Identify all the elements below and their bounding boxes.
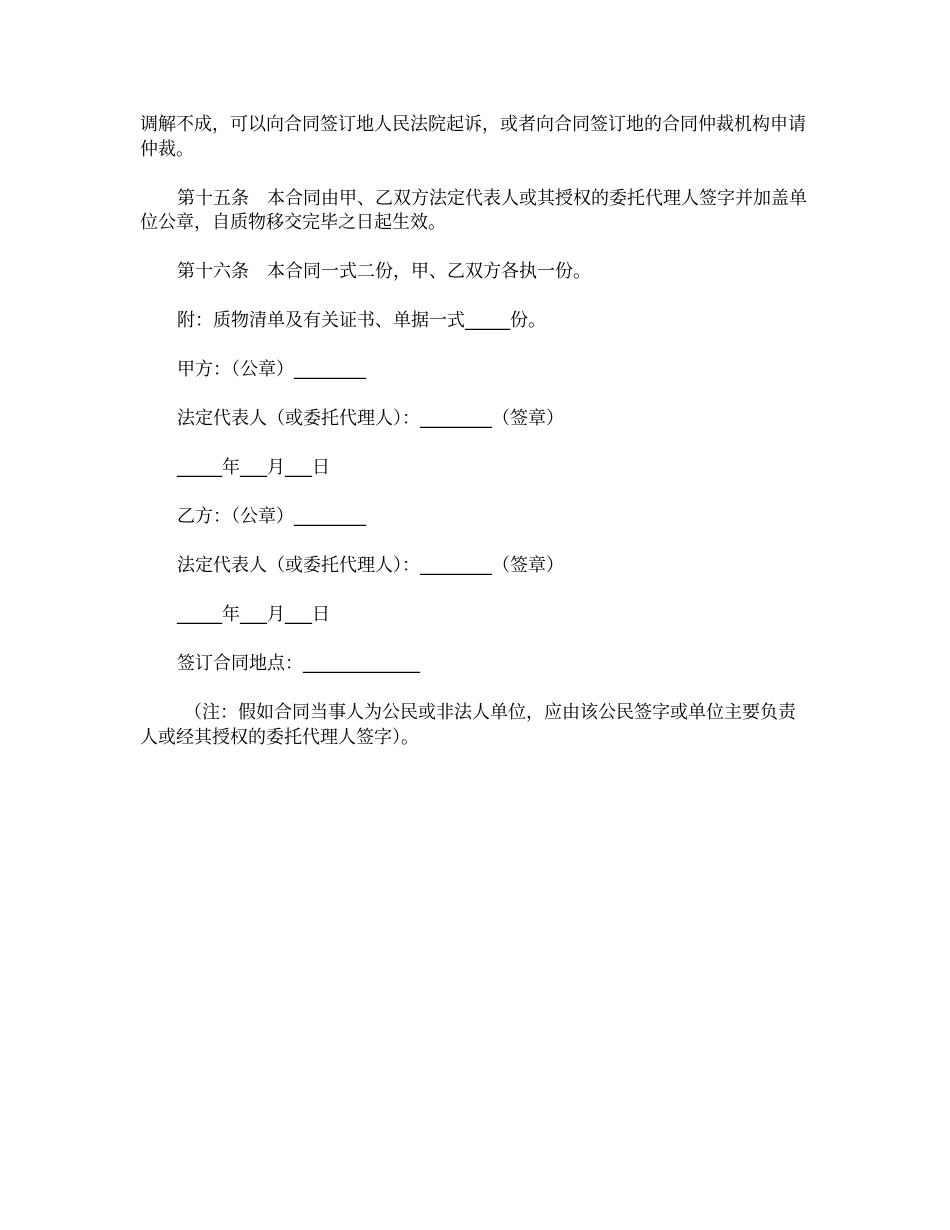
party-a-date-line: _____年___月___日	[177, 457, 330, 478]
paragraph-article-15: 第十五条 本合同由甲、乙双方法定代表人或其授权的委托代理人签字并加盖单位公章，自质物移交完毕之日起生效。	[140, 187, 807, 233]
party-b-representative-line: 法定代表人（或委托代理人）：________（签章）	[177, 555, 564, 576]
party-b-seal-line: 乙方：（公章）________	[177, 506, 366, 527]
paragraph-attachment: 附：质物清单及有关证书、单据一式_____份。	[177, 310, 546, 331]
paragraph-article-16: 第十六条 本合同一式二份，甲、乙双方各执一份。	[177, 261, 591, 282]
party-b-date-line: _____年___月___日	[177, 604, 330, 625]
paragraph-mediation: 调解不成，可以向合同签订地人民法院起诉，或者向合同签订地的合同仲裁机构申请仲裁。	[140, 114, 806, 160]
party-a-seal-line: 甲方：（公章）________	[177, 359, 366, 380]
party-a-representative-line: 法定代表人（或委托代理人）：________（签章）	[177, 408, 564, 429]
note-paragraph: （注：假如合同当事人为公民或非法人单位，应由该公民签字或单位主要负责人或经其授权的委托代理人签字）。	[140, 702, 796, 748]
signing-location-line: 签订合同地点：_____________	[177, 653, 420, 674]
document-page	[140, 113, 812, 775]
